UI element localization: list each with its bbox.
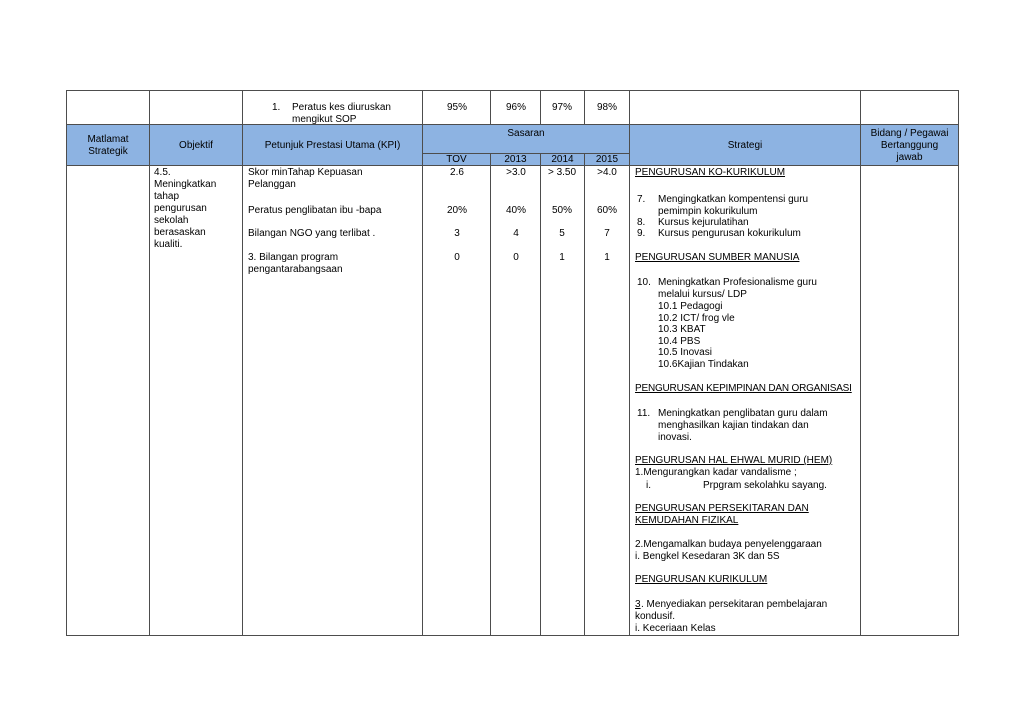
kpi-text: Bilangan NGO yang terlibat . — [248, 228, 376, 239]
value-2015: 7 — [604, 228, 610, 239]
header-2015: 2015 — [595, 154, 619, 165]
strategy-text: kondusif. — [635, 611, 676, 622]
objektif-text: berasaskan — [154, 227, 206, 238]
objektif-text: tahap — [154, 191, 180, 202]
strategy-number: 3 — [635, 599, 641, 610]
col-tov — [422, 90, 423, 636]
col-right-edge — [958, 90, 959, 636]
strategy-text: 10.1 Pedagogi — [658, 301, 723, 312]
col-2014-b — [540, 153, 541, 636]
strategy-text: pemimpin kokurikulum — [658, 206, 758, 217]
strategy-text: Prpgram sekolahku sayang. — [703, 480, 827, 491]
strategy-text: Meningkatkan penglibatan guru dalam — [658, 408, 828, 419]
strategy-text: 10.4 PBS — [658, 336, 701, 347]
value-2014: 1 — [559, 252, 565, 263]
strategy-text: Kursus kejurulatihan — [658, 217, 749, 228]
value-2014: 5 — [559, 228, 565, 239]
rule-bottom — [66, 635, 959, 636]
value-tov: 0 — [454, 252, 460, 263]
rule-top — [66, 90, 959, 91]
header-matlamat: Matlamat — [87, 134, 129, 145]
col-bidang — [860, 90, 861, 636]
col-left-edge — [66, 90, 67, 636]
strategy-text: inovasi. — [658, 432, 692, 443]
col-2015-b — [584, 153, 585, 636]
strategy-text: . Menyediakan persekitaran pembelajaran — [641, 599, 828, 610]
section-title: PENGURUSAN KURIKULUM — [635, 574, 768, 585]
header-bidang: Bertanggung — [880, 140, 939, 151]
value-2013: 40% — [505, 205, 526, 216]
value-tov: 2.6 — [450, 167, 464, 178]
value-tov: 95% — [446, 102, 467, 113]
strategy-text: melalui kursus/ LDP — [658, 289, 747, 300]
section-title: PENGURUSAN HAL EHWAL MURID (HEM) — [635, 455, 833, 466]
kpi-text: mengikut SOP — [292, 114, 357, 125]
kpi-text: pengantarabangsaan — [248, 264, 343, 275]
header-kpi: Petunjuk Prestasi Utama (KPI) — [264, 140, 401, 151]
header-2014: 2014 — [551, 154, 574, 165]
kpi-text: Peratus penglibatan ibu -bapa — [248, 205, 382, 216]
header-sasaran: Sasaran — [507, 128, 545, 139]
strategy-text: Kursus pengurusan kokurikulum — [658, 228, 801, 239]
strategy-text: i. Keceriaan Kelas — [635, 623, 716, 634]
strategy-text: Meningkatkan Profesionalisme guru — [658, 277, 817, 288]
section-title: PENGURUSAN KEPIMPINAN DAN ORGANISASI — [635, 383, 852, 394]
strategy-text: 10.2 ICT/ frog vle — [658, 313, 735, 324]
objektif-text: 4.5. — [154, 167, 171, 178]
section-title: KEMUDAHAN FIZIKAL — [635, 515, 739, 526]
header-matlamat: Strategik — [88, 146, 128, 157]
col-2013 — [490, 90, 491, 125]
strategy-text: menghasilkan kajian tindakan dan — [658, 420, 809, 431]
strategy-text: 10.5 Inovasi — [658, 347, 712, 358]
kpi-text: Pelanggan — [248, 179, 296, 190]
value-tov: 20% — [446, 205, 467, 216]
objektif-text: Meningkatkan — [154, 179, 217, 190]
value-2014: 50% — [551, 205, 572, 216]
objektif-text: pengurusan — [154, 203, 207, 214]
strategy-number: 7. — [637, 194, 646, 205]
kpi-text: Skor minTahap Kepuasan — [248, 167, 363, 178]
value-2013: >3.0 — [506, 167, 526, 178]
kpi-text: 3. Bilangan program — [248, 252, 339, 263]
strategy-text: Mengingkatkan kompentensi guru — [658, 194, 809, 205]
value-2015: 1 — [604, 252, 610, 263]
value-2014: > 3.50 — [547, 167, 577, 178]
strategy-number: 8. — [637, 217, 646, 228]
col-kpi — [242, 90, 243, 636]
objektif-text: kualiti. — [154, 239, 183, 250]
strategy-number: i. — [646, 480, 651, 491]
objektif-text: sekolah — [154, 215, 189, 226]
value-2015: 98% — [596, 102, 617, 113]
value-2013: 96% — [505, 102, 526, 113]
value-2013: 4 — [513, 228, 519, 239]
strategy-text: i. Bengkel Kesedaran 3K dan 5S — [635, 551, 780, 562]
strategy-text: 10.6Kajian Tindakan — [658, 359, 749, 370]
section-title: PENGURUSAN PERSEKITARAN DAN — [635, 503, 809, 514]
section-title: PENGURUSAN KO-KURIKULUM — [635, 167, 786, 178]
value-2013: 0 — [513, 252, 519, 263]
kpi-text: Peratus kes diuruskan — [292, 102, 391, 113]
strategy-number: 9. — [637, 228, 646, 239]
header-tov: TOV — [446, 154, 467, 165]
col-objektif — [149, 90, 150, 636]
header-objektif: Objektif — [179, 140, 213, 151]
kpi-number: 1. — [272, 102, 281, 113]
strategy-text: 1.Mengurangkan kadar vandalisme ; — [635, 467, 797, 478]
value-2015: 60% — [596, 205, 617, 216]
header-2013: 2013 — [504, 154, 527, 165]
col-2013-b — [490, 153, 491, 636]
strategy-number: 10. — [637, 277, 651, 288]
strategy-number: 11. — [637, 408, 651, 419]
header-bidang: Bidang / Pegawai — [870, 128, 949, 139]
rule-header-top — [66, 124, 959, 125]
value-tov: 3 — [454, 228, 460, 239]
strategy-text: 2.Mengamalkan budaya penyelenggaraan — [635, 539, 822, 550]
header-bidang: jawab — [896, 152, 923, 163]
header-strategi: Strategi — [727, 140, 763, 151]
strategy-text: 10.3 KBAT — [658, 324, 706, 335]
value-2015: >4.0 — [597, 167, 617, 178]
value-2014: 97% — [551, 102, 572, 113]
section-title: PENGURUSAN SUMBER MANUSIA — [635, 252, 800, 263]
